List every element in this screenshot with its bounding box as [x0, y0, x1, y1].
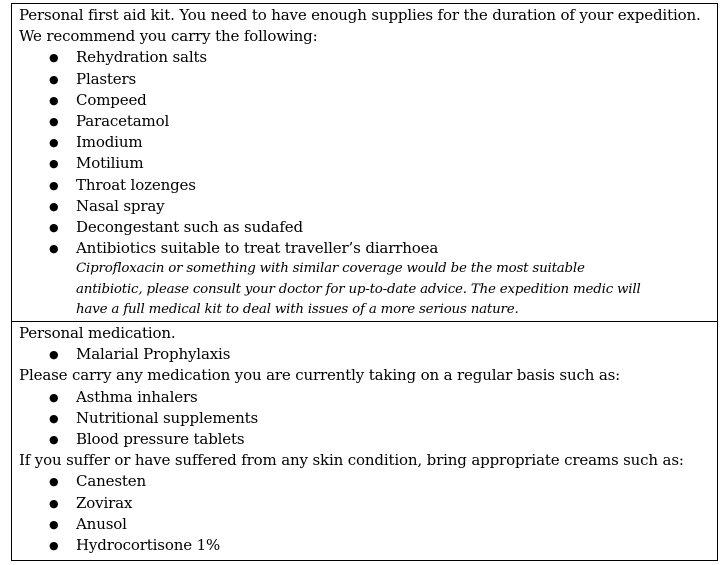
list-item: ● Decongestant such as sudafed	[19, 217, 711, 238]
list-item: ● Canesten	[19, 471, 711, 492]
bullet-icon: ●	[49, 51, 59, 65]
list-item: ● Anusol	[19, 514, 711, 535]
kit-table	[11, 3, 718, 561]
first-aid-list	[19, 47, 711, 259]
list-item: ● Zovirax	[19, 493, 711, 514]
note-line: have a full medical kit to deal with issues of a more serious nature.	[76, 302, 519, 318]
list-item: ● Imodium	[19, 132, 711, 153]
first-aid-recommend: We recommend you carry the following:	[19, 27, 318, 46]
note-line: Ciprofloxacin or something with similar coverage would be the most suitable	[76, 261, 585, 277]
bullet-icon: ●	[49, 93, 59, 107]
bullet-icon: ●	[49, 433, 59, 447]
list-item: ● Blood pressure tablets	[19, 429, 711, 450]
bullet-icon: ●	[49, 72, 59, 86]
bullet-icon: ●	[49, 157, 59, 171]
list-item: ● Motilium	[19, 153, 711, 174]
list-item: ● Asthma inhalers	[19, 387, 711, 408]
bullet-icon: ●	[49, 496, 59, 510]
list-item: ● Compeed	[19, 90, 711, 111]
antibiotic-note	[19, 259, 711, 321]
list-item: ● Rehydration salts	[19, 47, 711, 68]
bullet-icon: ●	[49, 242, 59, 256]
list-item: ● Throat lozenges	[19, 175, 711, 196]
bullet-icon: ●	[49, 136, 59, 150]
skin-condition-intro: If you suffer or have suffered from any skin condition, bring appropriate creams such as:	[19, 451, 684, 470]
bullet-icon: ●	[49, 539, 59, 553]
bullet-icon: ●	[49, 411, 59, 425]
note-line: antibiotic, please consult your doctor for up-to-date advice. The expedition medic will	[76, 281, 641, 297]
first-aid-cell	[12, 4, 718, 322]
list-item: ● Nasal spray	[19, 196, 711, 217]
bullet-icon: ●	[49, 178, 59, 192]
bullet-icon: ●	[49, 475, 59, 489]
bullet-icon: ●	[49, 221, 59, 235]
list-item: ● Malarial Prophylaxis	[19, 344, 711, 365]
list-item: ● Plasters	[19, 69, 711, 90]
medication-title: Personal medication.	[19, 324, 176, 342]
list-item: ● Paracetamol	[19, 111, 711, 132]
bullet-icon: ●	[49, 199, 59, 213]
first-aid-intro: Personal first aid kit. You need to have enough supplies for the duration of your expedition.	[19, 6, 701, 24]
list-item: ● Nutritional supplements	[19, 408, 711, 429]
bullet-icon: ●	[49, 517, 59, 531]
list-item: ● Antibiotics suitable to treat traveller’s diarrhoea	[19, 238, 711, 259]
bullet-icon: ●	[49, 390, 59, 404]
regular-medication-intro: Please carry any medication you are currently taking on a regular basis such as:	[19, 366, 621, 385]
bullet-icon: ●	[49, 348, 59, 362]
medication-cell	[12, 322, 718, 561]
bullet-icon: ●	[49, 115, 59, 129]
list-item: ● Hydrocortisone 1%	[19, 535, 711, 556]
